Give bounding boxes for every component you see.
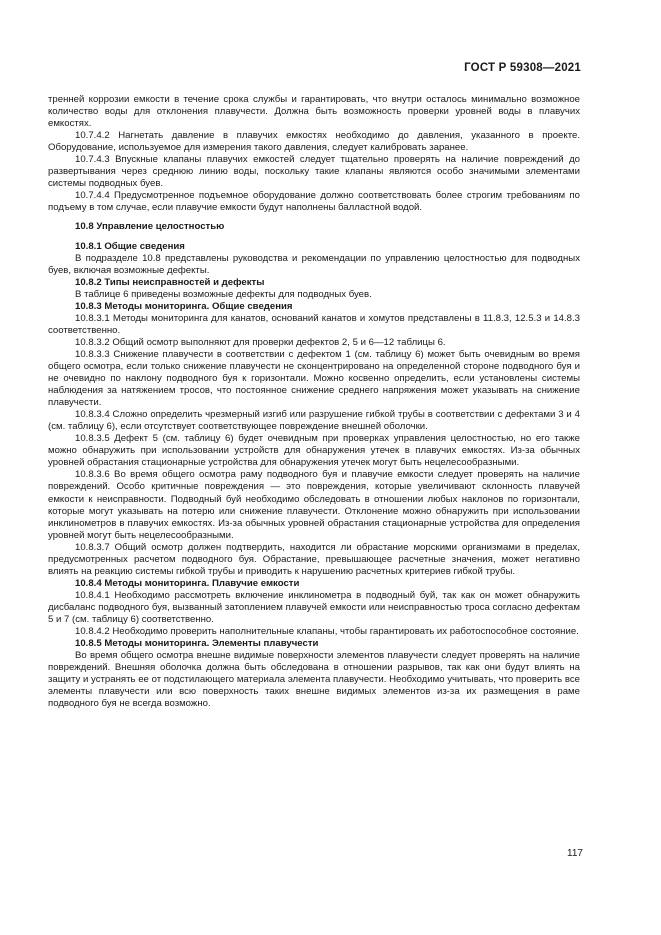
paragraph-10-7-4-2: 10.7.4.2 Нагнетать давление в плавучих емкостях необходимо до давления, указанного в проекте. Оборудование, используемое для измерения такого давления, следует калибровать заранее. <box>48 130 580 154</box>
paragraph-10-8-3-5: 10.8.3.5 Дефект 5 (см. таблицу 6) будет очевидным при проверках управления целостностью, но его также можно обнаружить при использовании устройств для обнаружения утечек в плавучих емкостях. Из-за обычных уровней обрастания стационарные устройства для обнаружения утечек могут быть нецелесообразными. <box>48 433 580 469</box>
paragraph-10-8-3-7: 10.8.3.7 Общий осмотр должен подтвердить, находится ли обрастание морскими организмами в пределах, предусмотренных расчетом подводного буя. Обрастание, превышающее расчетные значения, может негативно влиять на реакцию системы гибкой трубы и приводить к нарушению расчетных критериев гибкой трубы. <box>48 541 580 577</box>
page-number: 117 <box>567 848 583 859</box>
paragraph-10-8-4-1: 10.8.4.1 Необходимо рассмотреть включение инклинометра в подводный буй, так как он может обнаружить дисбаланс подводного буя, вызванный затоплением плавучей емкости или неисправностью троса согласно дефектам 5 и 7 (см. таблицу 6) соответственно. <box>48 589 580 625</box>
paragraph-10-8-4-2: 10.8.4.2 Необходимо проверить наполнительные клапаны, чтобы гарантировать их работоспособное состояние. <box>75 626 579 638</box>
document-body <box>48 94 580 710</box>
subsection-heading-10-8-3: 10.8.3 Методы мониторинга. Общие сведения <box>75 300 293 312</box>
document-code: ГОСТ Р 59308—2021 <box>464 62 581 74</box>
paragraph-10-8-2: В таблице 6 приведены возможные дефекты для подводных буев. <box>75 288 372 300</box>
paragraph-10-8-3-4: 10.8.3.4 Сложно определить чрезмерный изгиб или разрушение гибкой трубы в соответствии с дефектами 3 и 4 (см. таблицу 6), если отсутствует соответствующее повреждение внешней оболочки. <box>48 409 580 433</box>
paragraph-10-7-4-3: 10.7.4.3 Впускные клапаны плавучих емкостей следует тщательно проверять на наличие повреждений до развертывания через среднюю линию воды, поскольку такие клапаны являются особо значимыми элементами системы подводных буев. <box>48 154 580 190</box>
section-heading-10-8: 10.8 Управление целостностью <box>75 221 225 233</box>
paragraph-10-8-3-1: 10.8.3.1 Методы мониторинга для канатов, оснований канатов и хомутов представлены в 11.8.3, 12.5.3 и 14.8.3 соответственно. <box>48 312 580 336</box>
paragraph-10-8-3-6: 10.8.3.6 Во время общего осмотра раму подводного буя и плавучие емкости следует проверять на наличие повреждений. Особо критичные повреждения — это повреждения, которые увеличивают склонность плавучей емкости к неисправности. Подводный буй необходимо обследовать в отношении любых наклонов по горизонтали, которые могут указывать на потерю или снижение плавучести. Отклонение можно обнаружить при использовании инклинометров в плавучих емкостях. Из-за обычных уровней обрастания стационарные устройства для определения уровней могут быть нецелесообразными. <box>48 469 580 541</box>
subsection-heading-10-8-5: 10.8.5 Методы мониторинга. Элементы плавучести <box>75 638 319 650</box>
paragraph-10-8-3-2: 10.8.3.2 Общий осмотр выполняют для проверки дефектов 2, 5 и 6—12 таблицы 6. <box>75 336 446 348</box>
subsection-heading-10-8-1: 10.8.1 Общие сведения <box>75 240 185 252</box>
paragraph-10-8-5: Во время общего осмотра внешне видимые поверхности элементов плавучести следует проверять на наличие повреждений. Внешняя оболочка должна быть обследована в отношении разрывов, так как они будут влиять на защиту и устранять ее от подстилающего материала элемента плавучести. Необходимо учитывать, что проверить все элементы плавучести или всю поверхность таких внешне видимых элементов из-за их размещения в раме подводного буя не всегда возможно. <box>48 650 580 710</box>
paragraph-10-8-3-3: 10.8.3.3 Снижение плавучести в соответствии с дефектом 1 (см. таблицу 6) может быть очевидным во время общего осмотра, если только снижение плавучести не сконцентрировано на определенной стороне подводного буя и не очевидно по наклону подводного буя к горизонтали. Можно косвенно определить, если установлены системы наблюдения за натяжением тросов, что постоянное снижение среднего напряжения может указывать на снижение плавучести. <box>48 348 580 409</box>
paragraph-continued: тренней коррозии емкости в течение срока службы и гарантировать, что внутри осталось минимально возможное количество воды для отклонения плавучести. Должна быть возможность проверки уровней воды в плавучих емкостях. <box>48 94 580 130</box>
subsection-heading-10-8-4: 10.8.4 Методы мониторинга. Плавучие емкости <box>75 577 300 589</box>
paragraph-10-8-1: В подразделе 10.8 представлены руководства и рекомендации по управлению целостностью для подводных буев, включая возможные дефекты. <box>48 252 580 276</box>
paragraph-10-7-4-4: 10.7.4.4 Предусмотренное подъемное оборудование должно соответствовать более строгим требованиям по подъему в том случае, если плавучие емкости будут наполнены балластной водой. <box>48 190 580 214</box>
subsection-heading-10-8-2: 10.8.2 Типы неисправностей и дефекты <box>75 276 265 288</box>
